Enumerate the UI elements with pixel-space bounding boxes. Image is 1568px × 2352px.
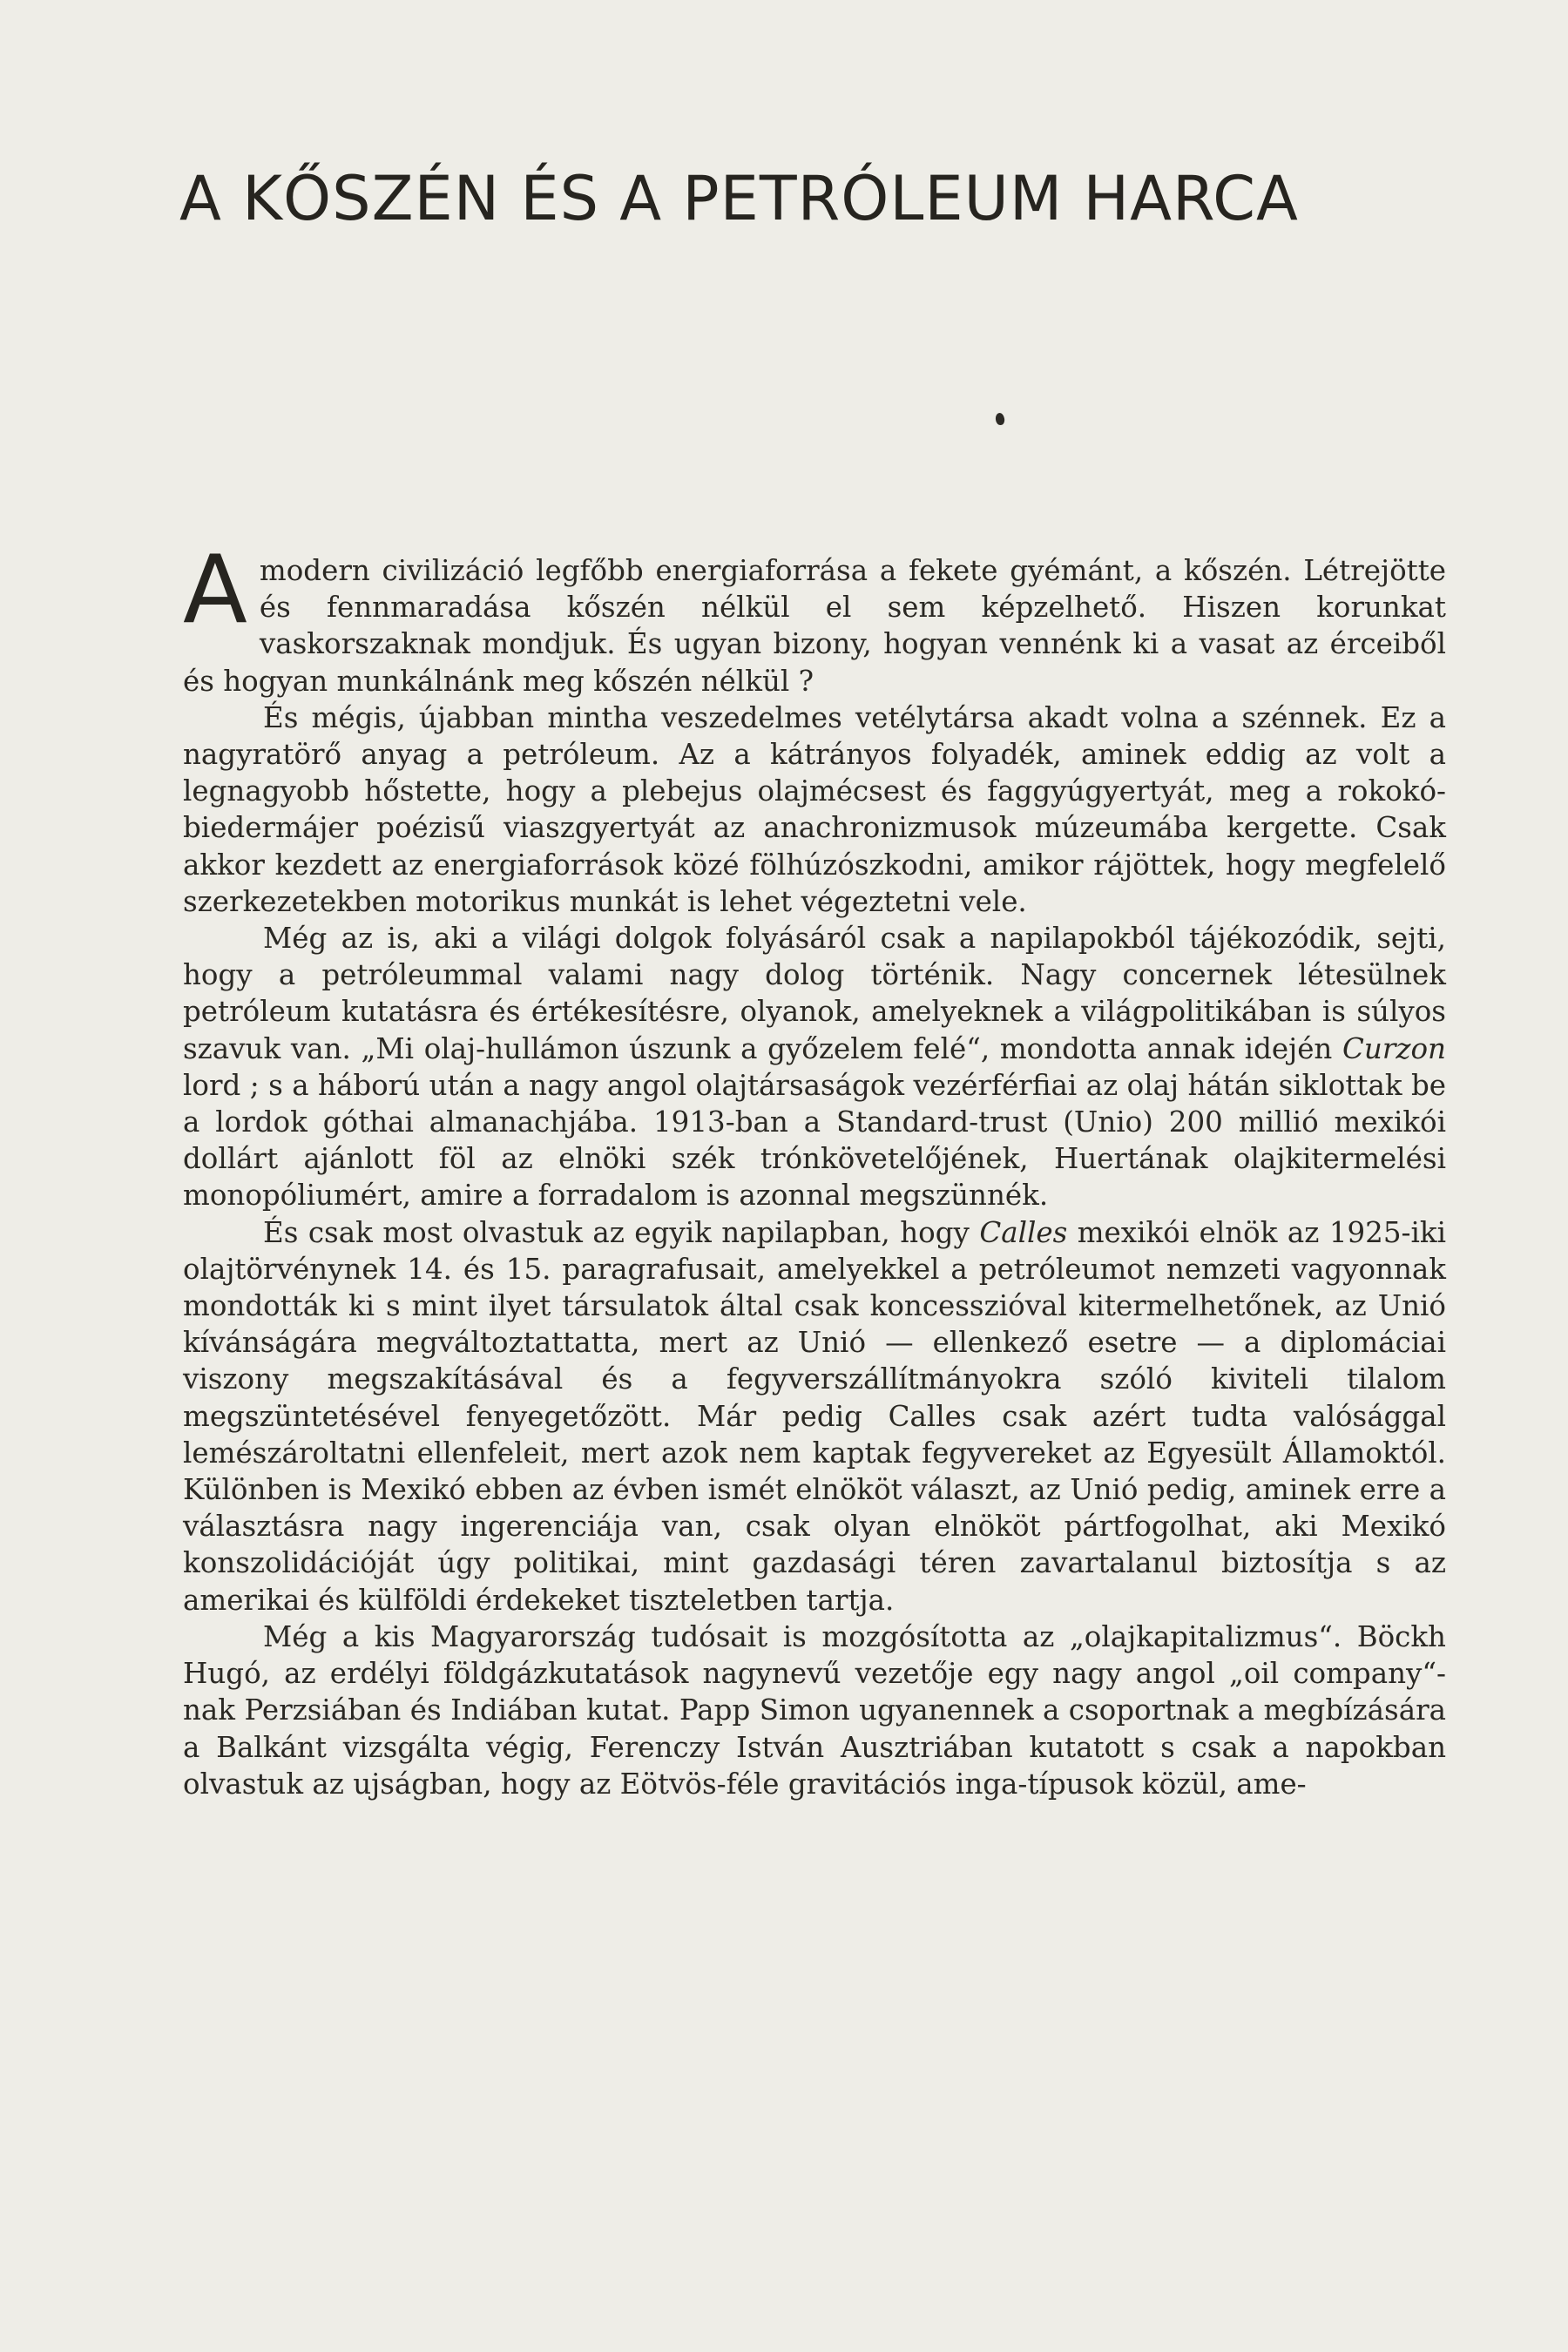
paragraph-1 — [183, 536, 1446, 700]
paragraph-3-text-b: lord ; s a háború után a nagy angol olajtársaságok vezérférfiai az olaj hátán siklottak be a lordok góthai almanachjába. 1913-ban a Standard-trust (Unio) 200 millió mexikói dollárt ajánlott föl az elnöki szék trónkövetelőjének, Huertának olajkitermelési monopóliumért, amire a forradalom is azonnal megszünnék. — [183, 1068, 1446, 1213]
drop-cap: A — [183, 536, 247, 645]
paragraph-3-text-a: Még az is, aki a világi dolgok folyásáról csak a napilapokból tájékozódik, sejti, hogy a petróleummal valami nagy dolog történik. Nagy concernek létesülnek petróleum kutatásra és értékesítésre, olyanok, amelyeknek a világpolitikában is súlyos szavuk van. „Mi olaj-hullámon úszunk a győzelem felé“, mondotta annak idején — [183, 922, 1446, 1065]
paragraph-4 — [183, 1214, 1446, 1619]
paragraph-5: Még a kis Magyarország tudósait is mozgósította az „olajkapitalizmus“. Böckh Hugó, az erdélyi földgázkutatások nagynevű vezetője egy nagy angol „oil company“-nak Perzsiában és Indiában kutat. Papp Simon ugyanennek a csoportnak a megbízására a Balkánt vizsgálta végig, Ferenczy István Ausztriában kutatott s csak a napokban olvastuk az ujságban, hogy az Eötvös-féle gravitációs inga-típusok közül, ame- — [183, 1619, 1446, 1801]
article-body — [183, 536, 1447, 1802]
paragraph-3 — [183, 920, 1446, 1214]
article-title: A KŐSZÉN ÉS A PETRÓLEUM HARCA — [179, 163, 1299, 234]
paragraph-2: És mégis, újabban mintha veszedelmes vetélytársa akadt volna a szénnek. Ez a nagyratörő anyag a petróleum. Az a kátrányos folyadék, aminek eddig az volt a legnagyobb hőstette, hogy a plebejus olajmécsest és faggyúgyertyát, meg a rokokó-biedermájer poézisű viaszgyertyát az anachronizmusok múzeumába kergette. Csak akkor kezdett az energiaforrások közé fölhúzószkodni, amikor rájöttek, hogy megfelelő szerkezetekben motorikus munkát is lehet végeztetni vele. — [183, 700, 1446, 918]
ornament-dot-icon — [995, 412, 1005, 425]
paragraph-1-text: modern civilizáció legfőbb energiaforrása a fekete gyémánt, a kőszén. Létrejötte és fennmaradása kőszén nélkül el sem képzelhető. Hiszen korunkat vaskorszaknak mondjuk. És ugyan bizony, hogyan vennénk ki a vasat az érceiből és hogyan munkálnánk meg kőszén nélkül ? — [183, 554, 1446, 698]
paragraph-3-emphasis: Curzon — [1342, 1031, 1446, 1065]
paragraph-4-text-b: mexikói elnök az 1925-iki olajtörvénynek 14. és 15. paragrafusait, amelyekkel a petróleumot nemzeti vagyonnak mondották ki s mint ilyet társulatok által csak koncesszióval kitermelhetőnek, az Unió kívánságára megváltoztattatta, mert az Unió — ellenkező esetre — a diplomáciai viszony megszakításával és a fegyverszállítmányokra szóló kiviteli tilalom megszüntetésével fenyegetőzött. Már pedig Calles csak azért tudta valósággal lemészároltatni ellenfeleit, mert azok nem kaptak fegyvereket az Egyesült Államoktól. Különben is Mexikó ebben az évben ismét elnököt választ, az Unió pedig, aminek erre a választásra nagy ingerenciája van, csak olyan elnököt pártfogolhat, aki Mexikó konszolidációját úgy politikai, mint gazdasági téren zavartalanul biztosítja s az amerikai és külföldi érdekeket tiszteletben tartja. — [183, 1215, 1447, 1617]
paragraph-4-emphasis: Calles — [979, 1215, 1068, 1249]
paragraph-4-text-a: És csak most olvastuk az egyik napilapban, hogy — [263, 1215, 980, 1249]
